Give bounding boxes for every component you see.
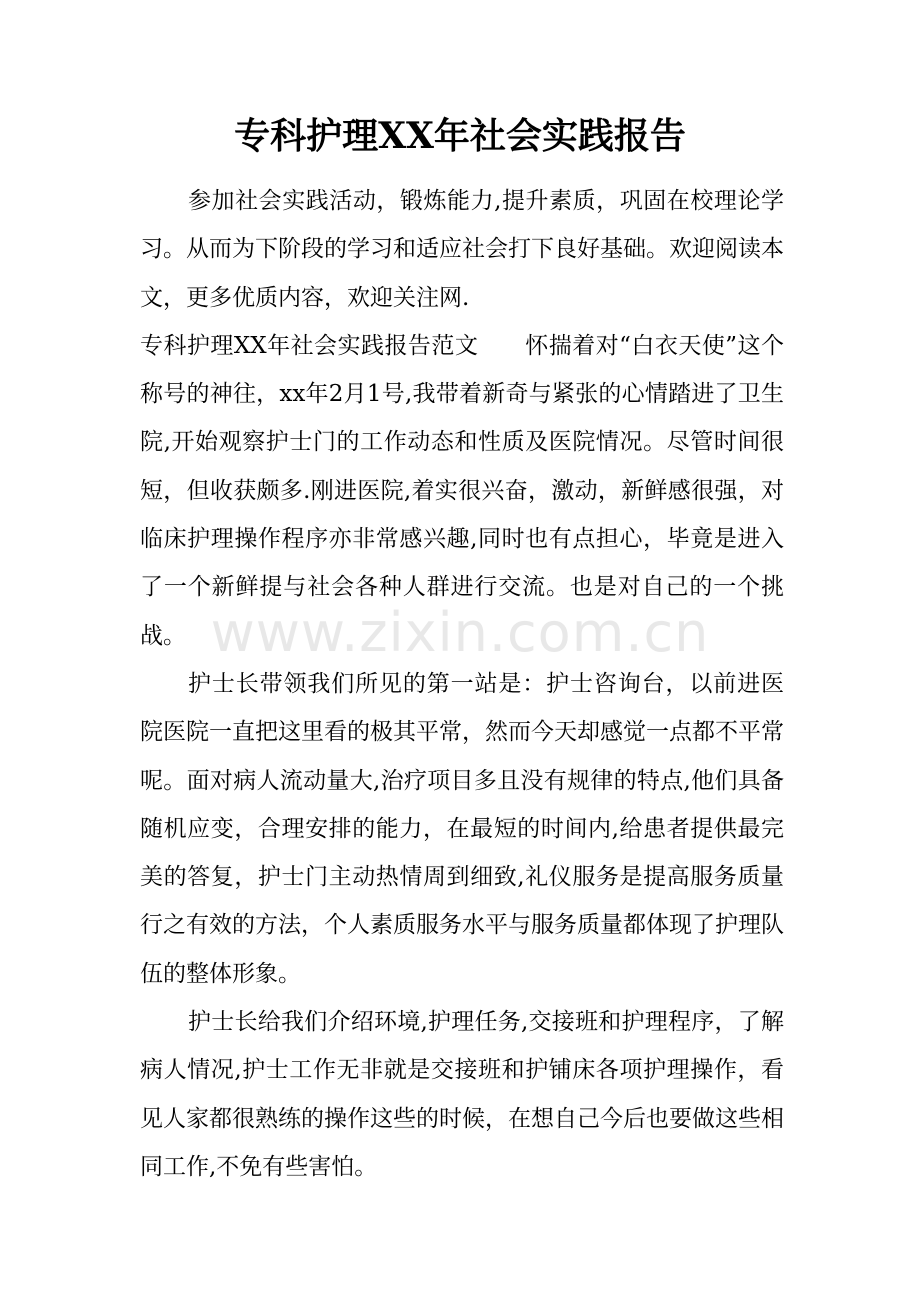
- report-paragraph-2: 护士长带领我们所见的第一站是：护士咨询台，以前进医院医院一直把这里看的极其平常，然而今天却感觉一点都不平常呢。面对病人流动量大,治疗项目多且没有规律的特点,他们具备随机应变，合理安排的能力，在最短的时间内,给患者提供最完美的答复，护士门主动热情周到细致,礼仪服务是提高服务质量行之有效的方法，个人素质服务水平与服务质量都体现了护理队伍的整体形象。: [140, 670, 784, 987]
- intro-paragraph: 参加社会实践活动，锻炼能力,提升素质，巩固在校理论学习。从而为下阶段的学习和适应社会打下良好基础。欢迎阅读本文，更多优质内容，欢迎关注网.: [140, 188, 784, 311]
- watermark: www.zixin.com.cn: [210, 601, 710, 664]
- document-title: 专科护理XX年社会实践报告: [234, 115, 686, 157]
- report-paragraph-1: 专科护理XX年社会实践报告范文 怀揣着对“白衣天使”这个称号的神往，xx年2月1号,我带着新奇与紧张的心情踏进了卫生院,开始观察护士门的工作动态和性质及医院情况。尽管时间很短，但收获颇多.刚进医院,着实很兴奋，激动，新鲜感很强，对临床护理操作程序亦非常感兴趣,同时也有点担心，毕竟是进入了一个新鲜提与社会各种人群进行交流。也是对自己的一个挑战。: [140, 332, 784, 649]
- document-body: [140, 177, 784, 1191]
- report-paragraph-3: 护士长给我们介绍环境,护理任务,交接班和护理程序，了解病人情况,护士工作无非就是交接班和护铺床各项护理操作，看见人家都很熟练的操作这些的时候，在想自己今后也要做这些相同工作,不免有些害怕。: [140, 1009, 784, 1180]
